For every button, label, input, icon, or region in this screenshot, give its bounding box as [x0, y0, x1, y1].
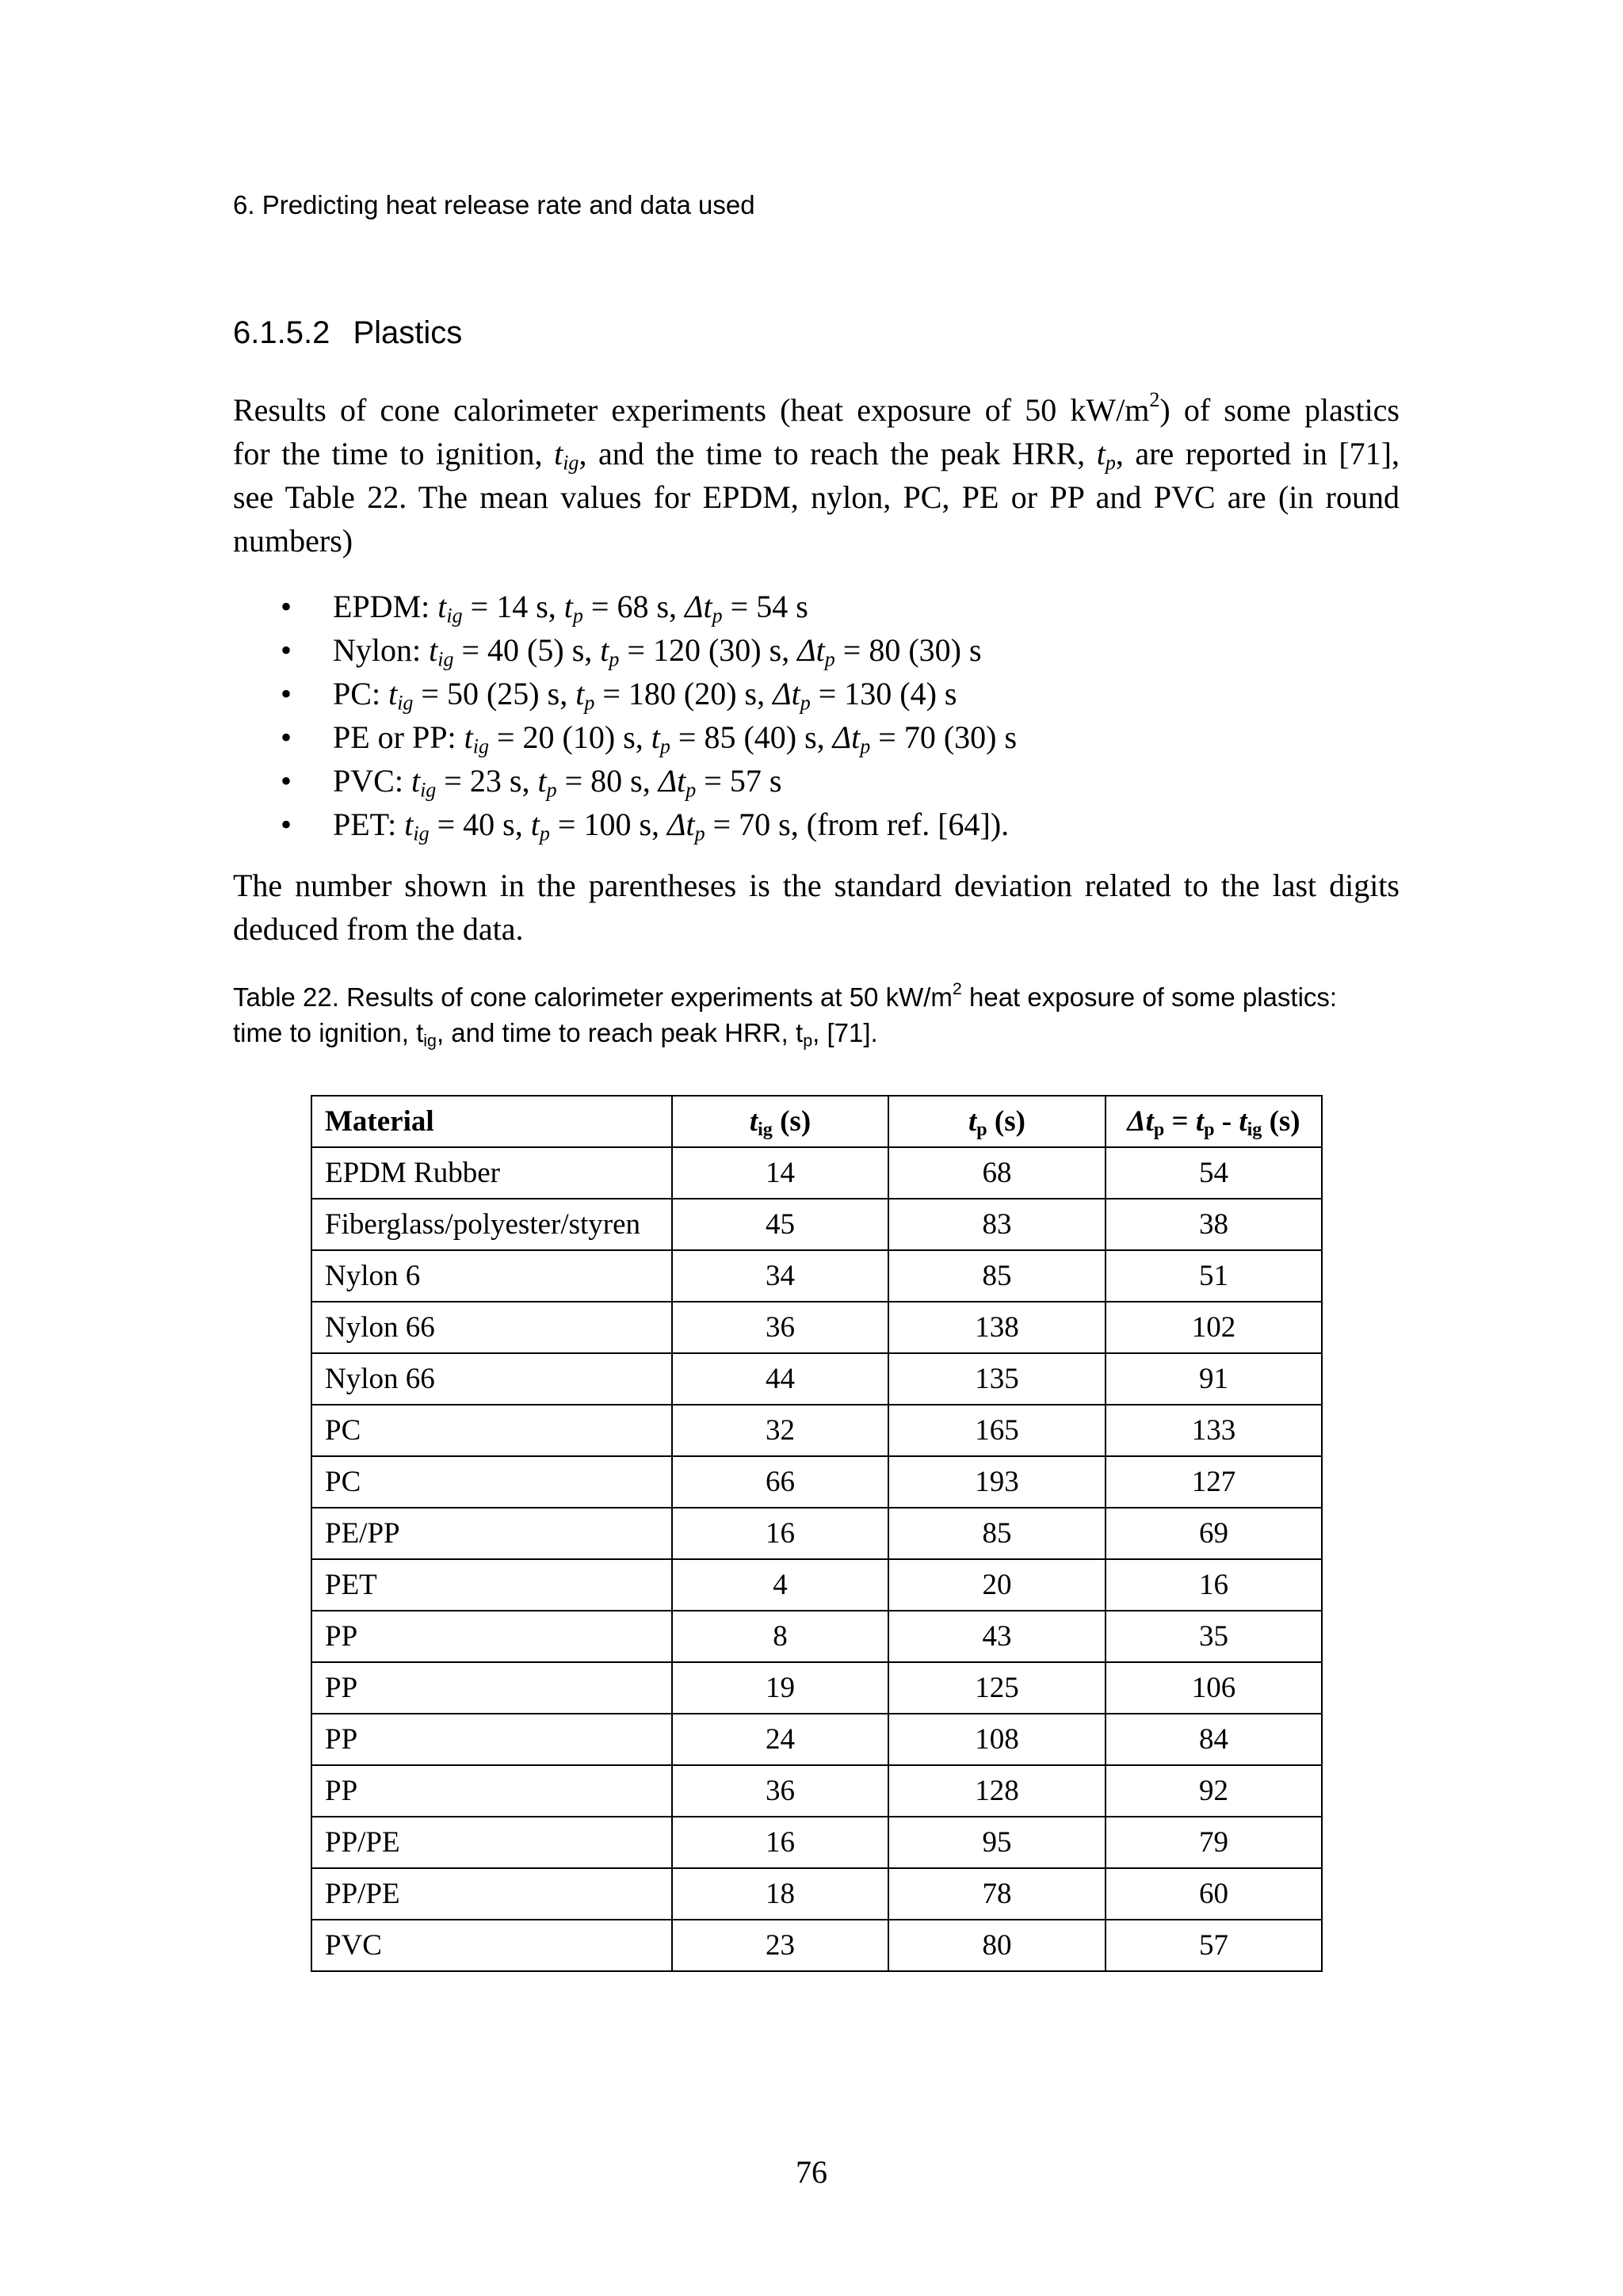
cell-delta-tp: 60 — [1106, 1868, 1322, 1920]
cell-material: PP/PE — [311, 1817, 672, 1868]
cell-material: Nylon 66 — [311, 1353, 672, 1405]
symbol-t: t — [1096, 436, 1106, 471]
bullet-item: • Nylon: $t_{ig} = 40$ (5) s, $t_p = 120$ (30) s, $\Delta t_p = 80$ (30) s — [233, 628, 1400, 672]
symbol-delta-t: Δt — [685, 589, 712, 624]
tp-value: 85 (40) s — [704, 719, 817, 755]
running-header: 6. Predicting heat release rate and data used — [233, 190, 755, 219]
caption-text: heat exposure of some plastics: — [961, 982, 1338, 1012]
bullet-icon: • — [281, 589, 292, 624]
cell-delta-tp: 38 — [1106, 1199, 1322, 1250]
cell-tp: 128 — [888, 1765, 1106, 1817]
symbol-t: t — [651, 719, 660, 755]
intro-text: ) of some plastics — [1159, 392, 1400, 428]
subscript: ig — [472, 734, 489, 758]
cell-delta-tp: 102 — [1106, 1302, 1322, 1353]
superscript: 2 — [952, 979, 962, 998]
cell-tp: 125 — [888, 1662, 1106, 1714]
subscript: p — [803, 1031, 813, 1051]
subscript: p — [1204, 1119, 1215, 1140]
intro-line-3: see Table 22. The mean values for EPDM, nylon, PC, PE or PP and PVC are (in round — [233, 479, 1400, 515]
subscript: p — [1105, 451, 1116, 475]
bullet-item: • PVC: $t_{ig} = 23$ s, $t_p = 80$ s, $\Delta t_p = 57$ s — [233, 759, 1400, 803]
bullet-list — [233, 585, 1400, 846]
cell-tig: 45 — [672, 1199, 888, 1250]
table-caption — [233, 979, 1400, 1051]
symbol-t: t — [464, 719, 473, 755]
subscript: p — [539, 822, 550, 845]
tig-value: 50 (25) s — [446, 676, 560, 711]
page-number: 76 — [796, 2154, 827, 2190]
cell-material: PP — [311, 1714, 672, 1765]
intro-text: Results of cone calorimeter experiments (heat exposure of 50 kW/m — [233, 392, 1150, 428]
bullet-suffix: , (from ref. [64]). — [790, 807, 1010, 842]
delta-tp-value: 80 (30) s — [869, 632, 982, 668]
table-row — [311, 1302, 1322, 1353]
subscript: p — [800, 691, 811, 715]
cell-tig: 24 — [672, 1714, 888, 1765]
unit: (s) — [987, 1105, 1025, 1138]
cell-tp: 20 — [888, 1559, 1106, 1611]
section-title: Plastics — [353, 315, 463, 350]
header-tp — [888, 1096, 1106, 1147]
tp-value: 68 s — [617, 589, 670, 624]
cell-tp: 85 — [888, 1250, 1106, 1302]
cell-tp: 43 — [888, 1611, 1106, 1662]
table-row — [311, 1714, 1322, 1765]
cell-delta-tp: 127 — [1106, 1456, 1322, 1508]
symbol-t: t — [429, 632, 438, 668]
cell-delta-tp: 79 — [1106, 1817, 1322, 1868]
subscript: ig — [446, 604, 463, 627]
table-row — [311, 1559, 1322, 1611]
subscript: p — [609, 647, 620, 671]
symbol-t: t — [575, 676, 585, 711]
cell-tig: 14 — [672, 1147, 888, 1199]
cell-tp: 80 — [888, 1920, 1106, 1971]
tig-value: 20 (10) s — [522, 719, 636, 755]
symbol-delta-t: Δt — [797, 632, 825, 668]
table-row — [311, 1405, 1322, 1456]
delta-tp-value: 70 s — [739, 807, 791, 842]
symbol-t: t — [411, 763, 421, 799]
cell-material: PP — [311, 1611, 672, 1662]
symbol-delta-t: Δt — [773, 676, 800, 711]
operator: = — [1164, 1105, 1196, 1138]
cell-tig: 4 — [672, 1559, 888, 1611]
delta-tp-value: 130 (4) s — [844, 676, 957, 711]
subscript: ig — [1247, 1119, 1262, 1140]
cell-tp: 83 — [888, 1199, 1106, 1250]
caption-text: time to ignition, t — [233, 1018, 424, 1047]
subscript: ig — [437, 647, 454, 671]
symbol-t: t — [600, 632, 609, 668]
bullet-item: • PET: $t_{ig} = 40$ s, $t_p = 100$ s, $\Delta t_p = 70$ s, (from ref. [64]). — [233, 803, 1400, 846]
bullet-icon: • — [281, 807, 292, 842]
subscript: ig — [423, 1031, 437, 1051]
table-row — [311, 1250, 1322, 1302]
symbol-t: t — [1239, 1105, 1247, 1138]
cell-delta-tp: 35 — [1106, 1611, 1322, 1662]
cell-delta-tp: 57 — [1106, 1920, 1322, 1971]
header-tig — [672, 1096, 888, 1147]
table-row — [311, 1199, 1322, 1250]
symbol-t: t — [388, 676, 398, 711]
caption-text: Table 22. Results of cone calorimeter experiments at 50 kW/m — [233, 982, 953, 1012]
unit: (s) — [1262, 1105, 1300, 1138]
results-table — [311, 1095, 1323, 1972]
symbol-t: t — [404, 807, 414, 842]
bullet-icon: • — [281, 763, 292, 799]
cell-tig: 23 — [672, 1920, 888, 1971]
cell-material: Nylon 6 — [311, 1250, 672, 1302]
cell-delta-tp: 91 — [1106, 1353, 1322, 1405]
subscript: p — [546, 778, 557, 802]
tp-value: 120 (30) s — [652, 632, 782, 668]
cell-delta-tp: 51 — [1106, 1250, 1322, 1302]
subscript: ig — [563, 451, 579, 475]
symbol-t: t — [563, 589, 573, 624]
cell-tp: 95 — [888, 1817, 1106, 1868]
bullet-icon: • — [281, 719, 292, 755]
cell-material: PET — [311, 1559, 672, 1611]
cell-tig: 36 — [672, 1765, 888, 1817]
cell-tp: 165 — [888, 1405, 1106, 1456]
cell-material: PP/PE — [311, 1868, 672, 1920]
intro-line-4: numbers) — [233, 523, 353, 559]
symbol-t: t — [749, 1105, 758, 1138]
cell-delta-tp: 106 — [1106, 1662, 1322, 1714]
header-material: Material — [311, 1096, 672, 1147]
tig-value: 23 s — [469, 763, 522, 799]
table-row — [311, 1920, 1322, 1971]
intro-text: for the time to ignition, — [233, 436, 555, 471]
symbol-delta-t: Δt — [1127, 1105, 1154, 1138]
delta-tp-value: 57 s — [729, 763, 782, 799]
subscript: p — [659, 734, 670, 758]
bullet-item: • PE or PP: $t_{ig} = 20$ (10) s, $t_p = 85$ (40) s, $\Delta t_p = 70$ (30) s — [233, 715, 1400, 759]
symbol-t: t — [537, 763, 547, 799]
subscript: p — [584, 691, 595, 715]
cell-delta-tp: 133 — [1106, 1405, 1322, 1456]
cell-tig: 66 — [672, 1456, 888, 1508]
subscript: p — [1153, 1119, 1165, 1140]
tp-value: 100 s — [583, 807, 652, 842]
cell-tig: 19 — [672, 1662, 888, 1714]
table-row — [311, 1868, 1322, 1920]
delta-tp-value: 54 s — [756, 589, 808, 624]
subscript: p — [860, 734, 871, 758]
explanation-line-2: deduced from the data. — [233, 911, 524, 947]
cell-tp: 138 — [888, 1302, 1106, 1353]
cell-delta-tp: 54 — [1106, 1147, 1322, 1199]
material-name: PC — [333, 676, 372, 711]
header-delta-tp — [1106, 1096, 1322, 1147]
unit: (s) — [772, 1105, 812, 1138]
tp-value: 80 s — [590, 763, 643, 799]
cell-delta-tp: 69 — [1106, 1508, 1322, 1559]
symbol-t: t — [554, 436, 563, 471]
cell-material: EPDM Rubber — [311, 1147, 672, 1199]
cell-tig: 32 — [672, 1405, 888, 1456]
material-name: PVC — [333, 763, 395, 799]
cell-tig: 44 — [672, 1353, 888, 1405]
symbol-delta-t: Δt — [667, 807, 695, 842]
subscript: p — [976, 1119, 987, 1140]
cell-material: Fiberglass/polyester/styren — [311, 1199, 672, 1250]
cell-material: PP — [311, 1662, 672, 1714]
cell-tig: 18 — [672, 1868, 888, 1920]
cell-tp: 193 — [888, 1456, 1106, 1508]
tp-value: 180 (20) s — [628, 676, 758, 711]
bullet-icon: • — [281, 632, 292, 668]
cell-material: PVC — [311, 1920, 672, 1971]
section-heading — [233, 315, 462, 351]
material-name: Nylon — [333, 632, 412, 668]
intro-text: , and the time to reach the peak HRR, — [579, 436, 1097, 471]
cell-material: Nylon 66 — [311, 1302, 672, 1353]
symbol-delta-t: Δt — [832, 719, 861, 755]
cell-material: PP — [311, 1765, 672, 1817]
table-row — [311, 1147, 1322, 1199]
intro-line-1 — [233, 388, 1400, 432]
cell-material: PC — [311, 1456, 672, 1508]
symbol-delta-t: Δt — [658, 763, 686, 799]
table-row — [311, 1508, 1322, 1559]
table-row — [311, 1456, 1322, 1508]
material-name: PE or PP — [333, 719, 448, 755]
caption-text: , and time to reach peak HRR, t — [436, 1018, 804, 1047]
bullet-item: • PC: $t_{ig} = 50$ (25) s, $t_p = 180$ (20) s, $\Delta t_p = 130$ (4) s — [233, 672, 1400, 715]
symbol-t: t — [530, 807, 540, 842]
cell-delta-tp: 16 — [1106, 1559, 1322, 1611]
subscript: p — [685, 778, 697, 802]
caption-text: , [71]. — [812, 1018, 878, 1047]
cell-tp: 135 — [888, 1353, 1106, 1405]
section-number: 6.1.5.2 — [233, 315, 330, 350]
tig-value: 40 (5) s — [487, 632, 585, 668]
cell-tig: 34 — [672, 1250, 888, 1302]
cell-material: PE/PP — [311, 1508, 672, 1559]
delta-tp-value: 70 (30) s — [903, 719, 1018, 755]
table-row — [311, 1353, 1322, 1405]
cell-tig: 16 — [672, 1817, 888, 1868]
subscript: p — [712, 604, 723, 627]
symbol-t: t — [968, 1105, 977, 1138]
cell-material: PC — [311, 1405, 672, 1456]
intro-text: , are reported in [71], — [1115, 436, 1400, 471]
subscript: p — [694, 822, 705, 845]
table-row — [311, 1765, 1322, 1817]
table-row — [311, 1611, 1322, 1662]
bullet-icon: • — [281, 676, 292, 711]
table-header-row — [311, 1096, 1322, 1147]
table-row — [311, 1817, 1322, 1868]
tig-value: 40 s — [463, 807, 515, 842]
symbol-t: t — [1195, 1105, 1205, 1138]
table-body — [311, 1147, 1322, 1971]
intro-line-2 — [233, 432, 1400, 475]
intro-paragraph — [233, 388, 1400, 563]
cell-tp: 108 — [888, 1714, 1106, 1765]
subscript: p — [572, 604, 583, 627]
subscript: ig — [420, 778, 437, 802]
operator: - — [1214, 1105, 1239, 1138]
subscript: ig — [413, 822, 430, 845]
cell-delta-tp: 84 — [1106, 1714, 1322, 1765]
material-name: EPDM — [333, 589, 422, 624]
bullet-item: • EPDM: $t_{ig} = 14$ s, $t_p = 68$ s, $\Delta t_p = 54$ s — [233, 585, 1400, 628]
table-row — [311, 1662, 1322, 1714]
subscript: p — [824, 647, 835, 671]
cell-tp: 78 — [888, 1868, 1106, 1920]
explanation-line-1: The number shown in the parentheses is the standard deviation related to the last digits — [233, 868, 1400, 903]
cell-tp: 85 — [888, 1508, 1106, 1559]
cell-tig: 36 — [672, 1302, 888, 1353]
cell-tp: 68 — [888, 1147, 1106, 1199]
material-name: PET — [333, 807, 388, 842]
symbol-t: t — [437, 589, 447, 624]
tig-value: 14 s — [496, 589, 548, 624]
cell-tig: 8 — [672, 1611, 888, 1662]
cell-tig: 16 — [672, 1508, 888, 1559]
explanation-paragraph — [233, 864, 1400, 951]
subscript: ig — [758, 1119, 773, 1140]
superscript: 2 — [1149, 387, 1160, 411]
cell-delta-tp: 92 — [1106, 1765, 1322, 1817]
subscript: ig — [397, 691, 414, 715]
